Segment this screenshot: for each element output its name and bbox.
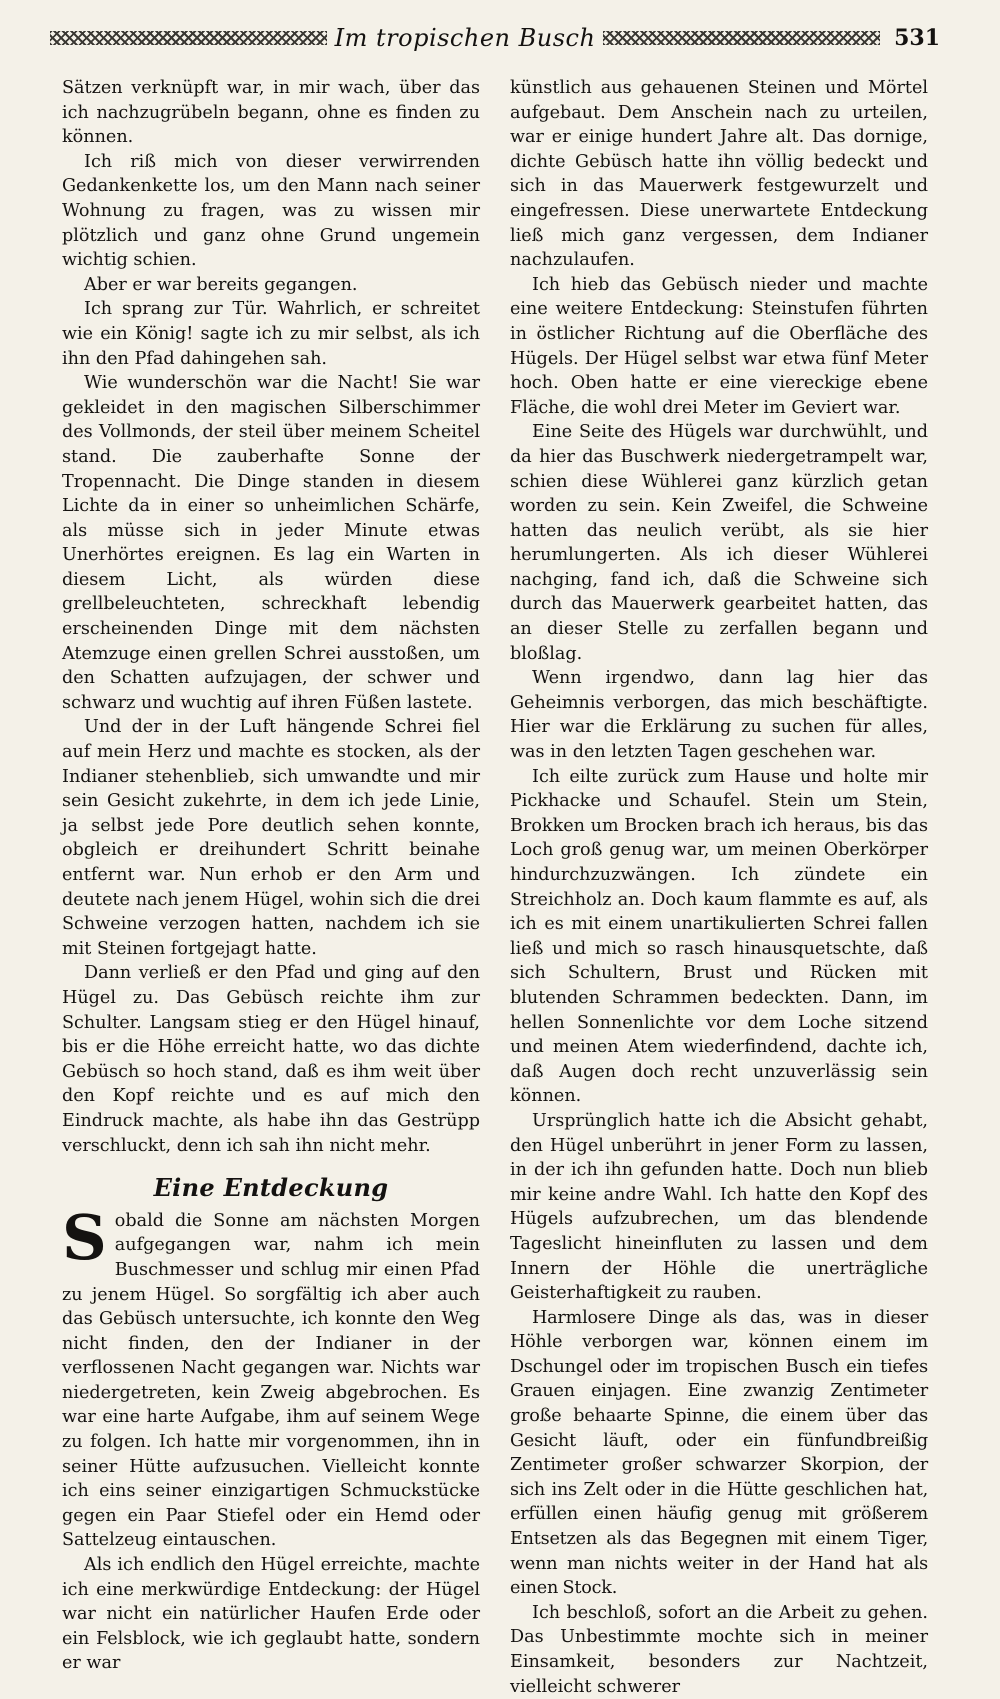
paragraph: Ich eilte zurück zum Hause und holte mir Pickhacke und Schaufel. Stein um Stein, Brokken um Brocken brach ich heraus, bis das Loch groß genug war, um meinen Oberkörper hindurchzuzwängen. Ich zündete ein Streichholz an. Doch kaum flammte es auf, als ich es mit einem unartikulierten Schrei fallen ließ und mich so rasch hinausquetschte, daß sich Schultern, Brust und Rücken mit blutenden Schrammen bedeckten. Dann, im hellen Sonnenlichte vor dem Loche sitzend und meinen Atem wiederfindend, dachte ich, daß Augen doch recht unzuverlässig sein können. xyxy=(510,766,928,1107)
dropcap-paragraph-text: obald die Sonne am nächsten Morgen aufgegangen war, nahm ich mein Buschmesser und schlug mir einen Pfad zu jenem Hügel. So sorgfältig ich aber auch das Gebüsch untersuchte, ich konnte den Weg nicht finden, den der Indianer in der verflossenen Nacht gegangen war. Nichts war niedergetreten, kein Zweig abgebrochen. Es war eine harte Aufgabe, ihm auf seinem Wege zu folgen. Ich hatte mir vorgenommen, ihn in seiner Hütte aufzusuchen. Vielleicht konnte ich eins seiner einzigartigen Schmuckstücke gegen ein Paar Stiefel oder ein Hemd oder Sattelzeug eintauschen. xyxy=(62,1210,480,1551)
paragraph: künstlich aus gehauenen Steinen und Mörtel aufgebaut. Dem Anschein nach zu urteilen, war er einige hundert Jahre alt. Das dornige, dichte Gebüsch hatte ihn völlig bedeckt und sich in das Mauerwerk festgewurzelt und eingefressen. Diese unerwartete Entdeckung ließ mich ganz vergessen, dem Indianer nachzulaufen. xyxy=(510,78,928,271)
ornament-rule-left xyxy=(50,31,327,45)
paragraph: Ursprünglich hatte ich die Absicht gehabt, den Hügel unberührt in jener Form zu lassen, in der ich ihn gefunden hatte. Doch nun blieb mir keine andre Wahl. Ich hatte den Kopf des Hügels aufzubrechen, um das blendende Tageslicht hineinfluten zu lassen und dem Innern der Höhle die unerträgliche Geisterhaftigkeit zu rauben. xyxy=(510,1110,928,1304)
right-column xyxy=(510,76,928,1699)
paragraph: Ich beschloß, sofort an die Arbeit zu gehen. Das Unbestimmte mochte sich in meiner Einsamkeit, besonders zur Nachtzeit, vielleicht schwerer xyxy=(510,1602,928,1697)
paragraph: Eine Seite des Hügels war durchwühlt, und da hier das Buschwerk niedergetrampelt war, schien diese Wühlerei ganz kürzlich getan worden zu sein. Kein Zweifel, die Schweine hatten das neulich verübt, als sie hier herumlungerten. Als ich dieser Wühlerei nachging, fand ich, daß die Schweine sich durch das Mauerwerk gearbeitet hatten, das an dieser Stelle zu zerfallen begann und bloßlag. xyxy=(510,422,928,664)
dropcap-letter: S xyxy=(62,1200,107,1274)
paragraph: Dann verließ er den Pfad und ging auf den Hügel zu. Das Gebüsch reichte ihm zur Schulter. Langsam stieg er den Hügel hinauf, bis er die Höhe erreicht hatte, wo das dichte Gebüsch so hoch stand, daß es ihm weit über den Kopf reichte und es auf mich den Eindruck machte, als habe ihn das Gestrüpp verschluckt, denn ich sah ihn nicht mehr. xyxy=(62,963,480,1156)
paragraph: Sätzen verknüpft war, in mir wach, über das ich nachzugrübeln begann, ohne es finden zu können. xyxy=(62,78,480,148)
paragraph: Harmlosere Dinge als das, was in dieser Höhle verborgen war, können einem im Dschungel oder im tropischen Busch ein tiefes Grauen einjagen. Eine zwanzig Zentimeter große behaarte Spinne, die einem über das Gesicht läuft, oder ein fünfundbreißig Zentimeter großer schwarzer Skorpion, der sich ins Zelt oder in die Hütte geschlichen hat, erfüllen einen häufig genug mit größerem Entsetzen als das Begegnen mit einem Tiger, wenn man nichts weiter in der Hand hat als einen Stock. xyxy=(510,1307,928,1599)
paragraph: Und der in der Luft hängende Schrei fiel auf mein Herz und machte es stocken, als der Indianer stehenblieb, sich umwandte und mir sein Gesicht zukehrte, in dem ich jede Linie, ja selbst jede Pore deutlich sehen konnte, obgleich er dreihundert Schritt beinahe entfernt war. Nun erhob er den Arm und deutete nach jenem Hügel, wohin sich die drei Schweine verzogen hatten, nachdem ich sie mit Steinen fortgejagt hatte. xyxy=(62,717,480,959)
paragraph: Als ich endlich den Hügel erreichte, machte ich eine merkwürdige Entdeckung: der Hügel war nicht ein natürlicher Haufen Erde oder ein Felsblock, wie ich geglaubt hatte, sondern er war xyxy=(62,1555,480,1674)
paragraph: Ich sprang zur Tür. Wahrlich, er schreitet wie ein König! sagte ich zu mir selbst, als ich ihn den Pfad dahingehen sah. xyxy=(62,299,480,369)
paragraph-with-dropcap xyxy=(62,1200,480,1553)
page-number: 531 xyxy=(894,25,941,51)
paragraph: Aber er war bereits gegangen. xyxy=(84,274,358,295)
paragraph: Ich riß mich von dieser verwirrenden Gedankenkette los, um den Mann nach seiner Wohnung zu fragen, was zu wissen mir plötzlich und ganz ohne Grund ungemein wichtig schien. xyxy=(62,151,480,271)
ornament-rule-right xyxy=(603,31,880,45)
section-heading: Eine Entdeckung xyxy=(153,1173,389,1203)
paragraph: Wenn irgendwo, dann lag hier das Geheimnis verborgen, das mich beschäftigte. Hier war die Erklärung zu suchen für alles, was in den letzten Tagen geschehen war. xyxy=(510,668,928,763)
left-column xyxy=(62,76,480,1676)
running-title: Im tropischen Busch xyxy=(334,24,596,52)
paragraph: Wie wunderschön war die Nacht! Sie war gekleidet in den magischen Silberschimmer des Vollmonds, der steil über meinem Scheitel stand. Die zauberhafte Sonne der Tropennacht. Die Dinge standen in diesem Lichte da in einer so unheimlichen Schärfe, als müsse sich in jeder Minute etwas Unerhörtes ereignen. Es lag ein Warten in diesem Licht, als würden diese grellbeleuchteten, schreckhaft lebendig erscheinenden Dinge mit dem nächsten Atemzuge einen grellen Schrei ausstoßen, um den Schatten aufzujagen, der schwer und schwarz und wuchtig auf ihren Füßen lastete. xyxy=(62,373,480,713)
paragraph: Ich hieb das Gebüsch nieder und machte eine weitere Entdeckung: Steinstufen führten in östlicher Richtung auf die Oberfläche des Hügels. Der Hügel selbst war etwa fünf Meter hoch. Oben hatte er eine viereckige ebene Fläche, die wohl drei Meter im Geviert war. xyxy=(510,274,928,418)
running-header xyxy=(50,18,940,58)
